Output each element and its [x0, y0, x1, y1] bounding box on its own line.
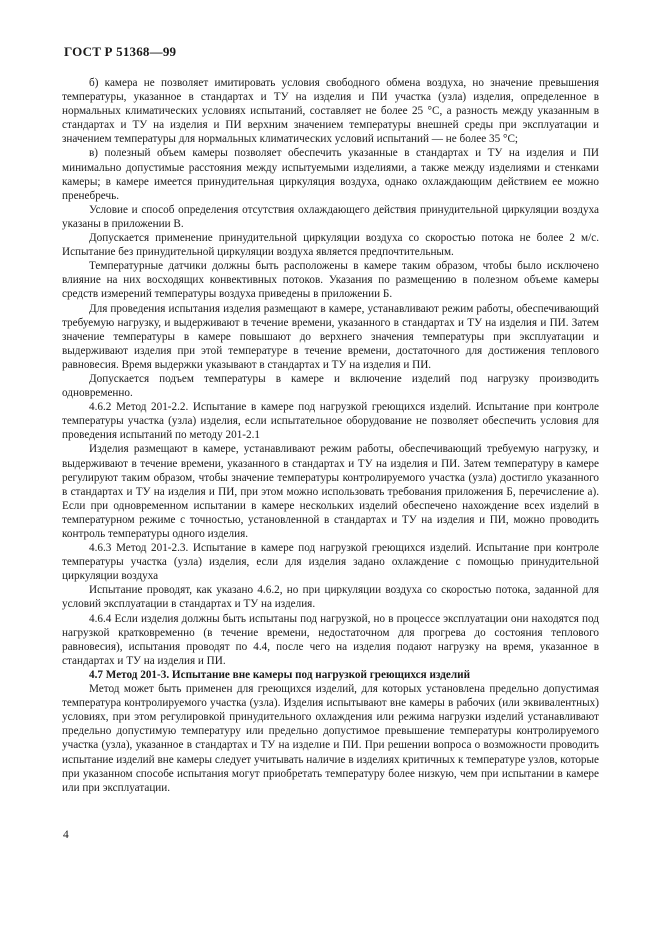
paragraph: Условие и способ определения отсутствия охлаждающего действия принудительной циркуляции воздуха указаны в приложении В.	[62, 203, 599, 230]
paragraph: б) камера не позволяет имитировать условия свободного обмена воздуха, но значение превышения температуры, указанное в стандартах и ТУ на изделия и ПИ участка (узла) изделия, определенное в нормальных климатических условиях испытаний, составляет не более 25 °С, а разность между указанным в стандартах и ТУ на изделия и ПИ верхним значением температуры внешней среды при эксплуатации и значением температуры для нормальных климатических условий испытаний — не более 35 °С;	[62, 77, 599, 146]
document-header: ГОСТ Р 51368—99	[64, 44, 177, 59]
page-number: 4	[63, 829, 69, 841]
paragraph: Температурные датчики должны быть расположены в камере таким образом, чтобы было исключено влияние на них восходящих конвективных потоков. Указания по размещению в полезном объеме камеры средств измерений температуры воздуха приведены в приложении Б.	[62, 260, 599, 301]
paragraph: в) полезный объем камеры позволяет обеспечить указанные в стандартах и ТУ на изделия и ПИ минимально допустимые расстояния между испытуемыми изделиями, а также между изделиями и стенками камеры; в камере имеется принудительная циркуляция воздуха, однако охлаждающим действием ее можно пренебречь.	[62, 147, 599, 202]
paragraph: Изделия размещают в камере, устанавливают режим работы, обеспечивающий требуемую нагрузку, и выдерживают в течение времени, указанного в стандартах и ТУ на изделия и ПИ. Затем температуру в камере регулируют таким образом, чтобы значение температуры контролируемого участка (узла) достигло указанного в стандартах и ТУ на изделия и ПИ, при этом можно использовать требования приложения Б, перечисление а). Если при одновременном испытании в камере нескольких изделий обеспечено нахождение всех изделий в температурном режиме с точностью, установленной в стандартах и ТУ на изделия и ПИ, можно проводить контроль температуры одного изделия.	[62, 443, 599, 540]
paragraph: Метод может быть применен для греющихся изделий, для которых установлена предельно допустимая температура контролируемого участка (узла). Изделия испытывают вне камеры в рабочих (или эквивалентных) условиях, при этом регулировкой принудительного охлаждения или режима нагрузки изделий устанавливают предельно допустимую температуру или предельно допустимое превышение температуры контролируемого участка (узла), указанное в стандартах и ТУ на изделие и ПИ. При решении вопроса о возможности проводить испытание изделий вне камеры следует учитывать наличие в изделиях критичных к температуре узлов, которые при указанном способе испытания могут приобретать температуру более низкую, чем при испытании в камере или при эксплуатации.	[62, 683, 599, 794]
paragraph: 4.6.3 Метод 201-2.3. Испытание в камере под нагрузкой греющихся изделий. Испытание при контроле температуры участка (узла) изделия, если для изделия задано охлаждение с помощью принудительной циркуляции воздуха	[62, 542, 599, 583]
document-body	[62, 76, 599, 795]
paragraph: Для проведения испытания изделия размещают в камере, устанавливают режим работы, обеспечивающий требуемую нагрузку, и выдерживают в течение времени, указанного в стандартах и ТУ на изделия и ПИ. Затем значение температуры в камере повышают до верхнего значения температуры при эксплуатации и выдерживают изделия при этой температуре в течение времени, достаточного для достижения теплового равновесия. Время выдержки указывают в стандартах и ТУ на изделия и ПИ.	[62, 302, 599, 371]
paragraph: 4.6.2 Метод 201-2.2. Испытание в камере под нагрузкой греющихся изделий. Испытание при контроле температуры участка (узла) изделия, если испытательное оборудование не позволяет обеспечить условия для проведения испытаний по методу 201-2.1	[62, 401, 599, 442]
paragraph: Допускается подъем температуры в камере и включение изделий под нагрузку производить одновременно.	[62, 372, 599, 400]
paragraph: Испытание проводят, как указано 4.6.2, но при циркуляции воздуха со скоростью потока, заданной для условий эксплуатации в стандартах и ТУ на изделия.	[62, 584, 599, 611]
section-heading: 4.7 Метод 201-3. Испытание вне камеры под нагрузкой греющихся изделий	[89, 668, 471, 681]
paragraph: 4.6.4 Если изделия должны быть испытаны под нагрузкой, но в процессе эксплуатации они находятся под нагрузкой кратковременно (в течение времени, недостаточном для прогрева до состояния теплового равновесия), испытания проводят по 4.4, после чего на изделия подают нагрузку на время, указанное в стандартах и ТУ на изделия и ПИ.	[62, 612, 599, 667]
paragraph: Допускается применение принудительной циркуляции воздуха со скоростью потока не более 2 м/с. Испытание без принудительной циркуляции воздуха является предпочтительным.	[62, 232, 599, 259]
